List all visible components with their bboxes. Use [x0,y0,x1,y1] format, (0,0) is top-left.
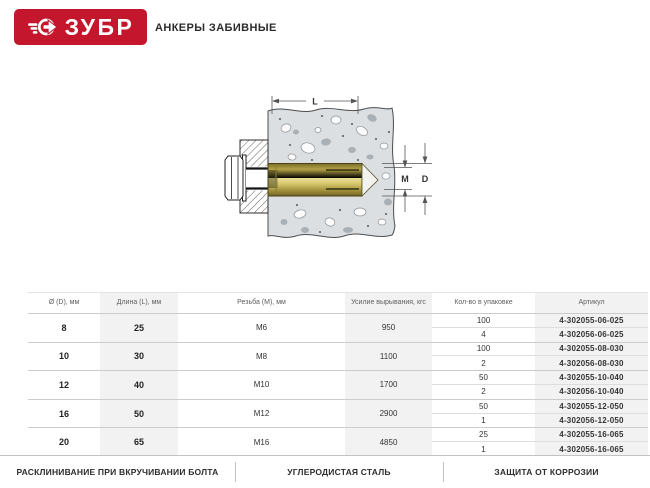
cell-pack: 2 [481,387,486,397]
cell-thread: М8 [255,351,268,361]
footer-divider [235,462,236,482]
cell-thread: М16 [253,437,270,447]
cell-sku: 4-302056-08-030 [535,356,648,370]
cell-sku: 4-302056-16-065 [535,442,648,456]
col-header-sku: Артикул [535,293,648,313]
dim-label-m: M [401,174,409,184]
cell-force: 4850 [345,428,432,456]
cell-pack: 2 [481,358,486,368]
cell-pack: 50 [432,400,535,414]
cell-length: 65 [100,428,178,456]
feature-carbon-steel: УГЛЕРОДИСТАЯ СТАЛЬ [287,467,391,477]
zubr-arrow-icon [27,14,59,40]
dim-label-l: L [312,96,318,107]
feature-bar [0,455,650,488]
logo-wordmark: ЗУБР [64,13,135,40]
cell-force: 1100 [345,343,432,371]
cell-pack: 1 [481,444,486,454]
cell-length: 40 [100,371,178,399]
table-row [28,399,648,428]
cell-length: 50 [100,400,178,428]
cell-sku: 4-302056-12-050 [535,414,648,428]
cell-sku: 4-302055-16-065 [535,428,648,442]
cell-sku: 4-302055-10-040 [535,371,648,385]
table-row [28,342,648,371]
cell-sku: 4-302055-08-030 [535,343,648,357]
col-header-thread: Резьба (М), мм [237,299,286,307]
cell-pack: 1 [481,415,486,425]
table-row [28,370,648,399]
cell-diameter: 8 [61,322,67,333]
cell-diameter: 20 [58,437,69,448]
cell-thread: М6 [255,323,268,333]
cell-sku: 4-302055-12-050 [535,400,648,414]
col-header-force: Усилие вырывания, кгс [345,293,432,313]
cell-force: 1700 [345,371,432,399]
table-row [28,313,648,342]
cell-diameter: 10 [58,351,69,362]
cell-diameter: 16 [58,408,69,419]
page-title: АНКЕРЫ ЗАБИВНЫЕ [155,22,277,34]
cell-force: 2900 [345,400,432,428]
cell-length: 30 [100,343,178,371]
table-row [28,427,648,456]
cell-pack: 100 [432,343,535,357]
cell-pack: 50 [432,371,535,385]
cell-sku: 4-302056-06-025 [535,328,648,342]
cell-thread: М10 [253,380,270,390]
cell-diameter: 12 [58,379,69,390]
cell-thread: М12 [253,409,270,419]
anchor-diagram [195,83,450,248]
col-header-pack: Кол-во в упаковке [454,299,513,307]
table-header-row [28,292,648,313]
cell-length: 25 [100,314,178,342]
cell-pack: 4 [481,330,486,340]
dim-label-d: D [421,174,429,184]
cell-pack: 25 [432,428,535,442]
zubr-logo [14,9,147,45]
cell-sku: 4-302056-10-040 [535,385,648,399]
cell-force: 950 [345,314,432,342]
feature-corrosion: ЗАЩИТА ОТ КОРРОЗИИ [494,467,599,477]
cell-pack: 100 [432,314,535,328]
spec-table [28,292,648,456]
feature-wedging: РАСКЛИНИВАНИЕ ПРИ ВКРУЧИВАНИИ БОЛТА [16,467,219,477]
table-body [28,313,648,456]
col-header-diameter: Ø (D), мм [48,299,80,307]
col-header-length: Длина (L), мм [100,293,178,313]
anchor-body [268,164,378,197]
cell-sku: 4-302055-06-025 [535,314,648,328]
footer-divider [443,462,444,482]
